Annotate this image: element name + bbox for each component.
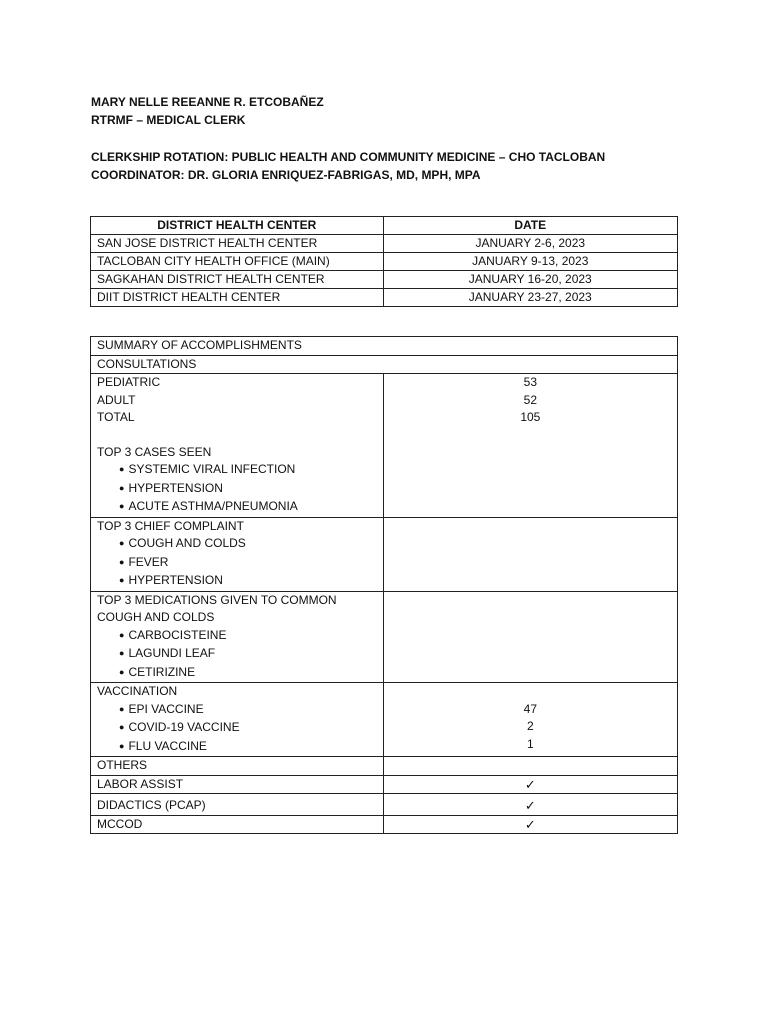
- list-item: ● HYPERTENSION: [97, 572, 377, 591]
- list-item: ● LAGUNDI LEAF: [97, 645, 377, 664]
- empty-cell: [383, 757, 677, 776]
- activity-label: LABOR ASSIST: [91, 775, 384, 794]
- date-cell: JANUARY 2-6, 2023: [383, 235, 678, 253]
- epi-vaccine-value: 47: [523, 701, 537, 716]
- chief-complaint-cell: [91, 517, 384, 591]
- vaccination-cell: [91, 683, 384, 757]
- list-item: ● FLU VACCINE: [97, 738, 377, 757]
- column-header-date: DATE: [383, 217, 678, 235]
- activity-row: [91, 815, 678, 834]
- date-cell: JANUARY 16-20, 2023: [383, 271, 678, 289]
- date-cell: JANUARY 23-27, 2023: [383, 289, 678, 307]
- list-item: ● CETIRIZINE: [97, 664, 377, 683]
- empty-cell: [383, 591, 677, 683]
- total-value: 105: [520, 410, 541, 424]
- others-label: OTHERS: [91, 757, 384, 776]
- column-header-center: DISTRICT HEALTH CENTER: [91, 217, 384, 235]
- consultation-values: [383, 374, 677, 518]
- medications-title-cont: COUGH AND COLDS: [97, 610, 215, 624]
- others-row: [91, 757, 678, 776]
- list-item: ● COUGH AND COLDS: [97, 535, 377, 554]
- flu-vaccine-value: 1: [526, 736, 534, 751]
- check-icon: ✓: [383, 775, 677, 794]
- district-table-header: [91, 217, 678, 235]
- table-row: [91, 271, 678, 289]
- list-item: ● HYPERTENSION: [97, 480, 377, 499]
- student-name: MARY NELLE REEANNE R. ETCOBAÑEZ: [91, 95, 324, 109]
- summary-title-row: [91, 337, 678, 356]
- adult-label: ADULT: [97, 392, 136, 407]
- vaccination-values: [383, 683, 677, 757]
- date-cell: JANUARY 9-13, 2023: [383, 253, 678, 271]
- chief-complaint-row: [91, 517, 678, 591]
- activity-row: [91, 794, 678, 816]
- consultations-row: [91, 355, 678, 374]
- activity-label: DIDACTICS (PCAP): [91, 794, 384, 816]
- spacer: [97, 427, 377, 444]
- medications-title: TOP 3 MEDICATIONS GIVEN TO COMMON: [97, 592, 337, 607]
- list-item: ● CARBOCISTEINE: [97, 627, 377, 646]
- list-item: ● EPI VACCINE: [97, 701, 377, 720]
- chief-complaint-title: TOP 3 CHIEF COMPLAINT: [97, 518, 244, 533]
- summary-title: SUMMARY OF ACCOMPLISHMENTS: [91, 337, 678, 356]
- table-row: [91, 289, 678, 307]
- adult-value: 52: [523, 392, 537, 407]
- coordinator-line: COORDINATOR: DR. GLORIA ENRIQUEZ-FABRIGAS, MD, MPH, MPA: [91, 168, 481, 182]
- table-row: [91, 235, 678, 253]
- table-row: [91, 253, 678, 271]
- total-label: TOTAL: [97, 410, 135, 424]
- pediatric-label: PEDIATRIC: [97, 375, 161, 389]
- center-cell: SAN JOSE DISTRICT HEALTH CENTER: [91, 235, 384, 253]
- center-cell: DIIT DISTRICT HEALTH CENTER: [91, 289, 384, 307]
- center-cell: SAGKAHAN DISTRICT HEALTH CENTER: [91, 271, 384, 289]
- vaccination-title: VACCINATION: [97, 684, 178, 698]
- student-role: RTRMF – MEDICAL CLERK: [91, 113, 246, 127]
- top-cases-title: TOP 3 CASES SEEN: [97, 444, 212, 459]
- check-icon: ✓: [383, 794, 677, 816]
- consultations-heading: CONSULTATIONS: [91, 355, 678, 374]
- consultation-details-row: [91, 374, 678, 518]
- activity-row: [91, 775, 678, 794]
- summary-table: [90, 336, 678, 834]
- check-icon: ✓: [383, 815, 677, 834]
- pediatric-value: 53: [523, 375, 537, 389]
- list-item: ● ACUTE ASTHMA/PNEUMONIA: [97, 498, 377, 517]
- list-item: ● FEVER: [97, 554, 377, 573]
- medications-cell: [91, 591, 384, 683]
- consultation-labels: [91, 374, 384, 518]
- list-item: ● COVID-19 VACCINE: [97, 719, 377, 738]
- empty-cell: [383, 517, 677, 591]
- activity-label: MCCOD: [91, 815, 384, 834]
- vaccination-row: [91, 683, 678, 757]
- spacer: [390, 683, 671, 701]
- district-table: [90, 216, 678, 307]
- medications-row: [91, 591, 678, 683]
- covid-vaccine-value: 2: [526, 719, 534, 733]
- rotation-line: CLERKSHIP ROTATION: PUBLIC HEALTH AND COMMUNITY MEDICINE – CHO TACLOBAN: [91, 150, 606, 164]
- center-cell: TACLOBAN CITY HEALTH OFFICE (MAIN): [91, 253, 384, 271]
- list-item: ● SYSTEMIC VIRAL INFECTION: [97, 461, 377, 480]
